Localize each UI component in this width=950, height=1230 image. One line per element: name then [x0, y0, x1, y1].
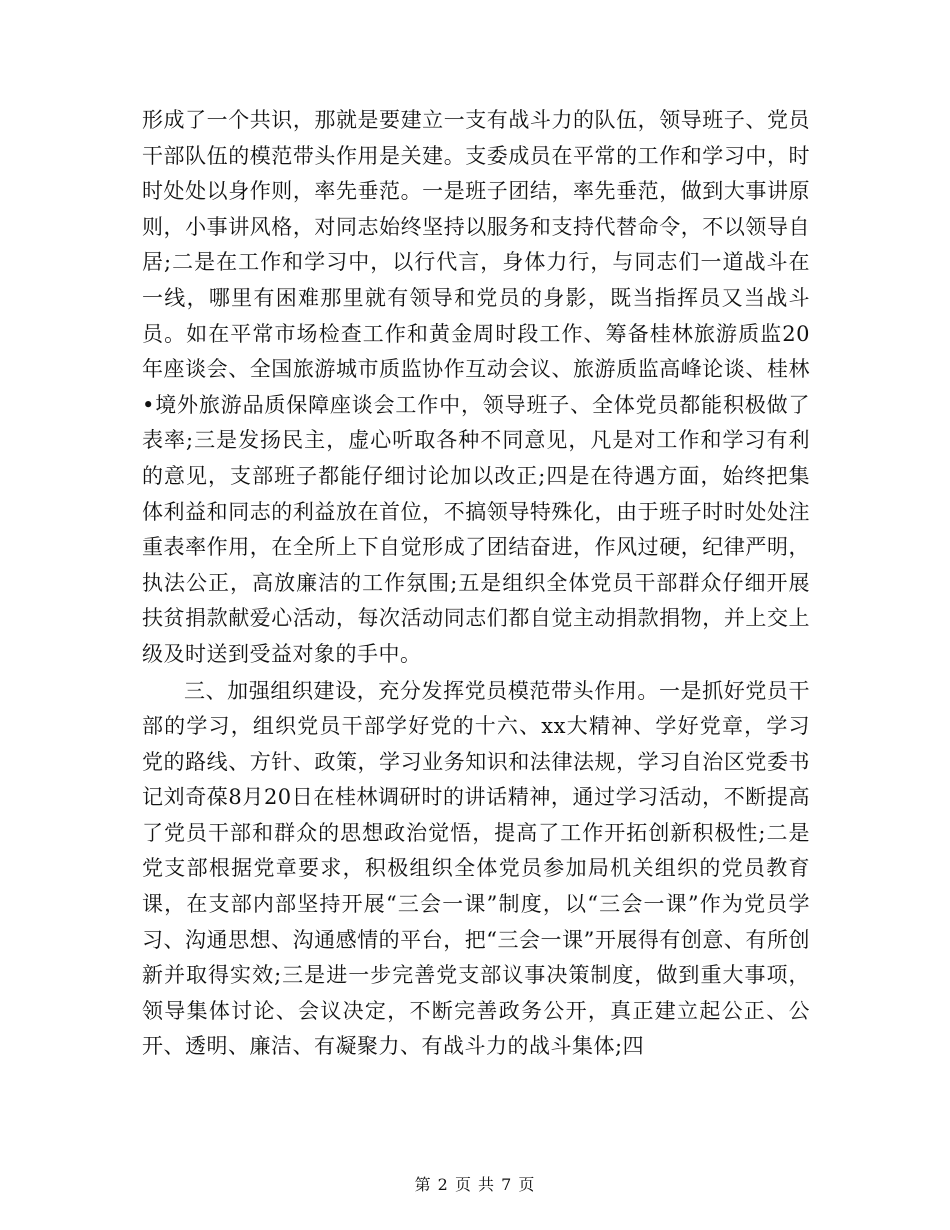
body-paragraph-2: 三、加强组织建设，充分发挥党员模范带头作用。一是抓好党员干部的学习，组织党员干部学好党的十六、xx大精神、学好党章，学习党的路线、方针、政策，学习业务知识和法律法规，学习自治区党委书记刘奇葆8月20日在桂林调研时的讲话精神，通过学习活动，不断提高了党员干部和群众的思想政治觉悟，提高了工作开拓创新积极性;二是党支部根据党章要求，积极组织全体党员参加局机关组织的党员教育课，在支部内部坚持开展“三会一课”制度，以“三会一课”作为党员学习、沟通思想、沟通感情的平台，把“三会一课”开展得有创意、有所创新并取得实效;三是进一步完善党支部议事决策制度，做到重大事项，领导集体讨论、会议决定，不断完善政务公开，真正建立起公正、公开、透明、廉洁、有凝聚力、有战斗力的战斗集体;四	[142, 678, 810, 1059]
body-paragraph-1: 形成了一个共识，那就是要建立一支有战斗力的队伍，领导班子、党员干部队伍的模范带头作用是关建。支委成员在平常的工作和学习中，时时处处以身作则，率先垂范。一是班子团结，率先垂范，做到大事讲原则，小事讲风格，对同志始终坚持以服务和支持代替命令，不以领导自居;二是在工作和学习中，以行代言，身体力行，与同志们一道战斗在一线，哪里有困难那里就有领导和党员的身影，既当指挥员又当战斗员。如在平常市场检查工作和黄金周时段工作、筹备桂林旅游质监20年座谈会、全国旅游城市质监协作互动会议、旅游质监高峰论谈、桂林•境外旅游品质保障座谈会工作中，领导班子、全体党员都能积极做了表率;三是发扬民主，虚心听取各种不同意见，凡是对工作和学习有利的意见，支部班子都能仔细讨论加以改正;四是在待遇方面，始终把集体利益和同志的利益放在首位，不搞领导特殊化，由于班子时时处处注重表率作用，在全所上下自觉形成了团结奋进，作风过硬，纪律严明，执法公正，高放廉洁的工作氛围;五是组织全体党员干部群众仔细开展扶贫捐款献爱心活动，每次活动同志们都自觉主动捐款捐物，并上交上级及时送到受益对象的手中。	[142, 108, 810, 666]
document-body	[142, 103, 810, 1065]
page-number-footer: 第 2 页 共 7 页	[414, 1175, 536, 1194]
